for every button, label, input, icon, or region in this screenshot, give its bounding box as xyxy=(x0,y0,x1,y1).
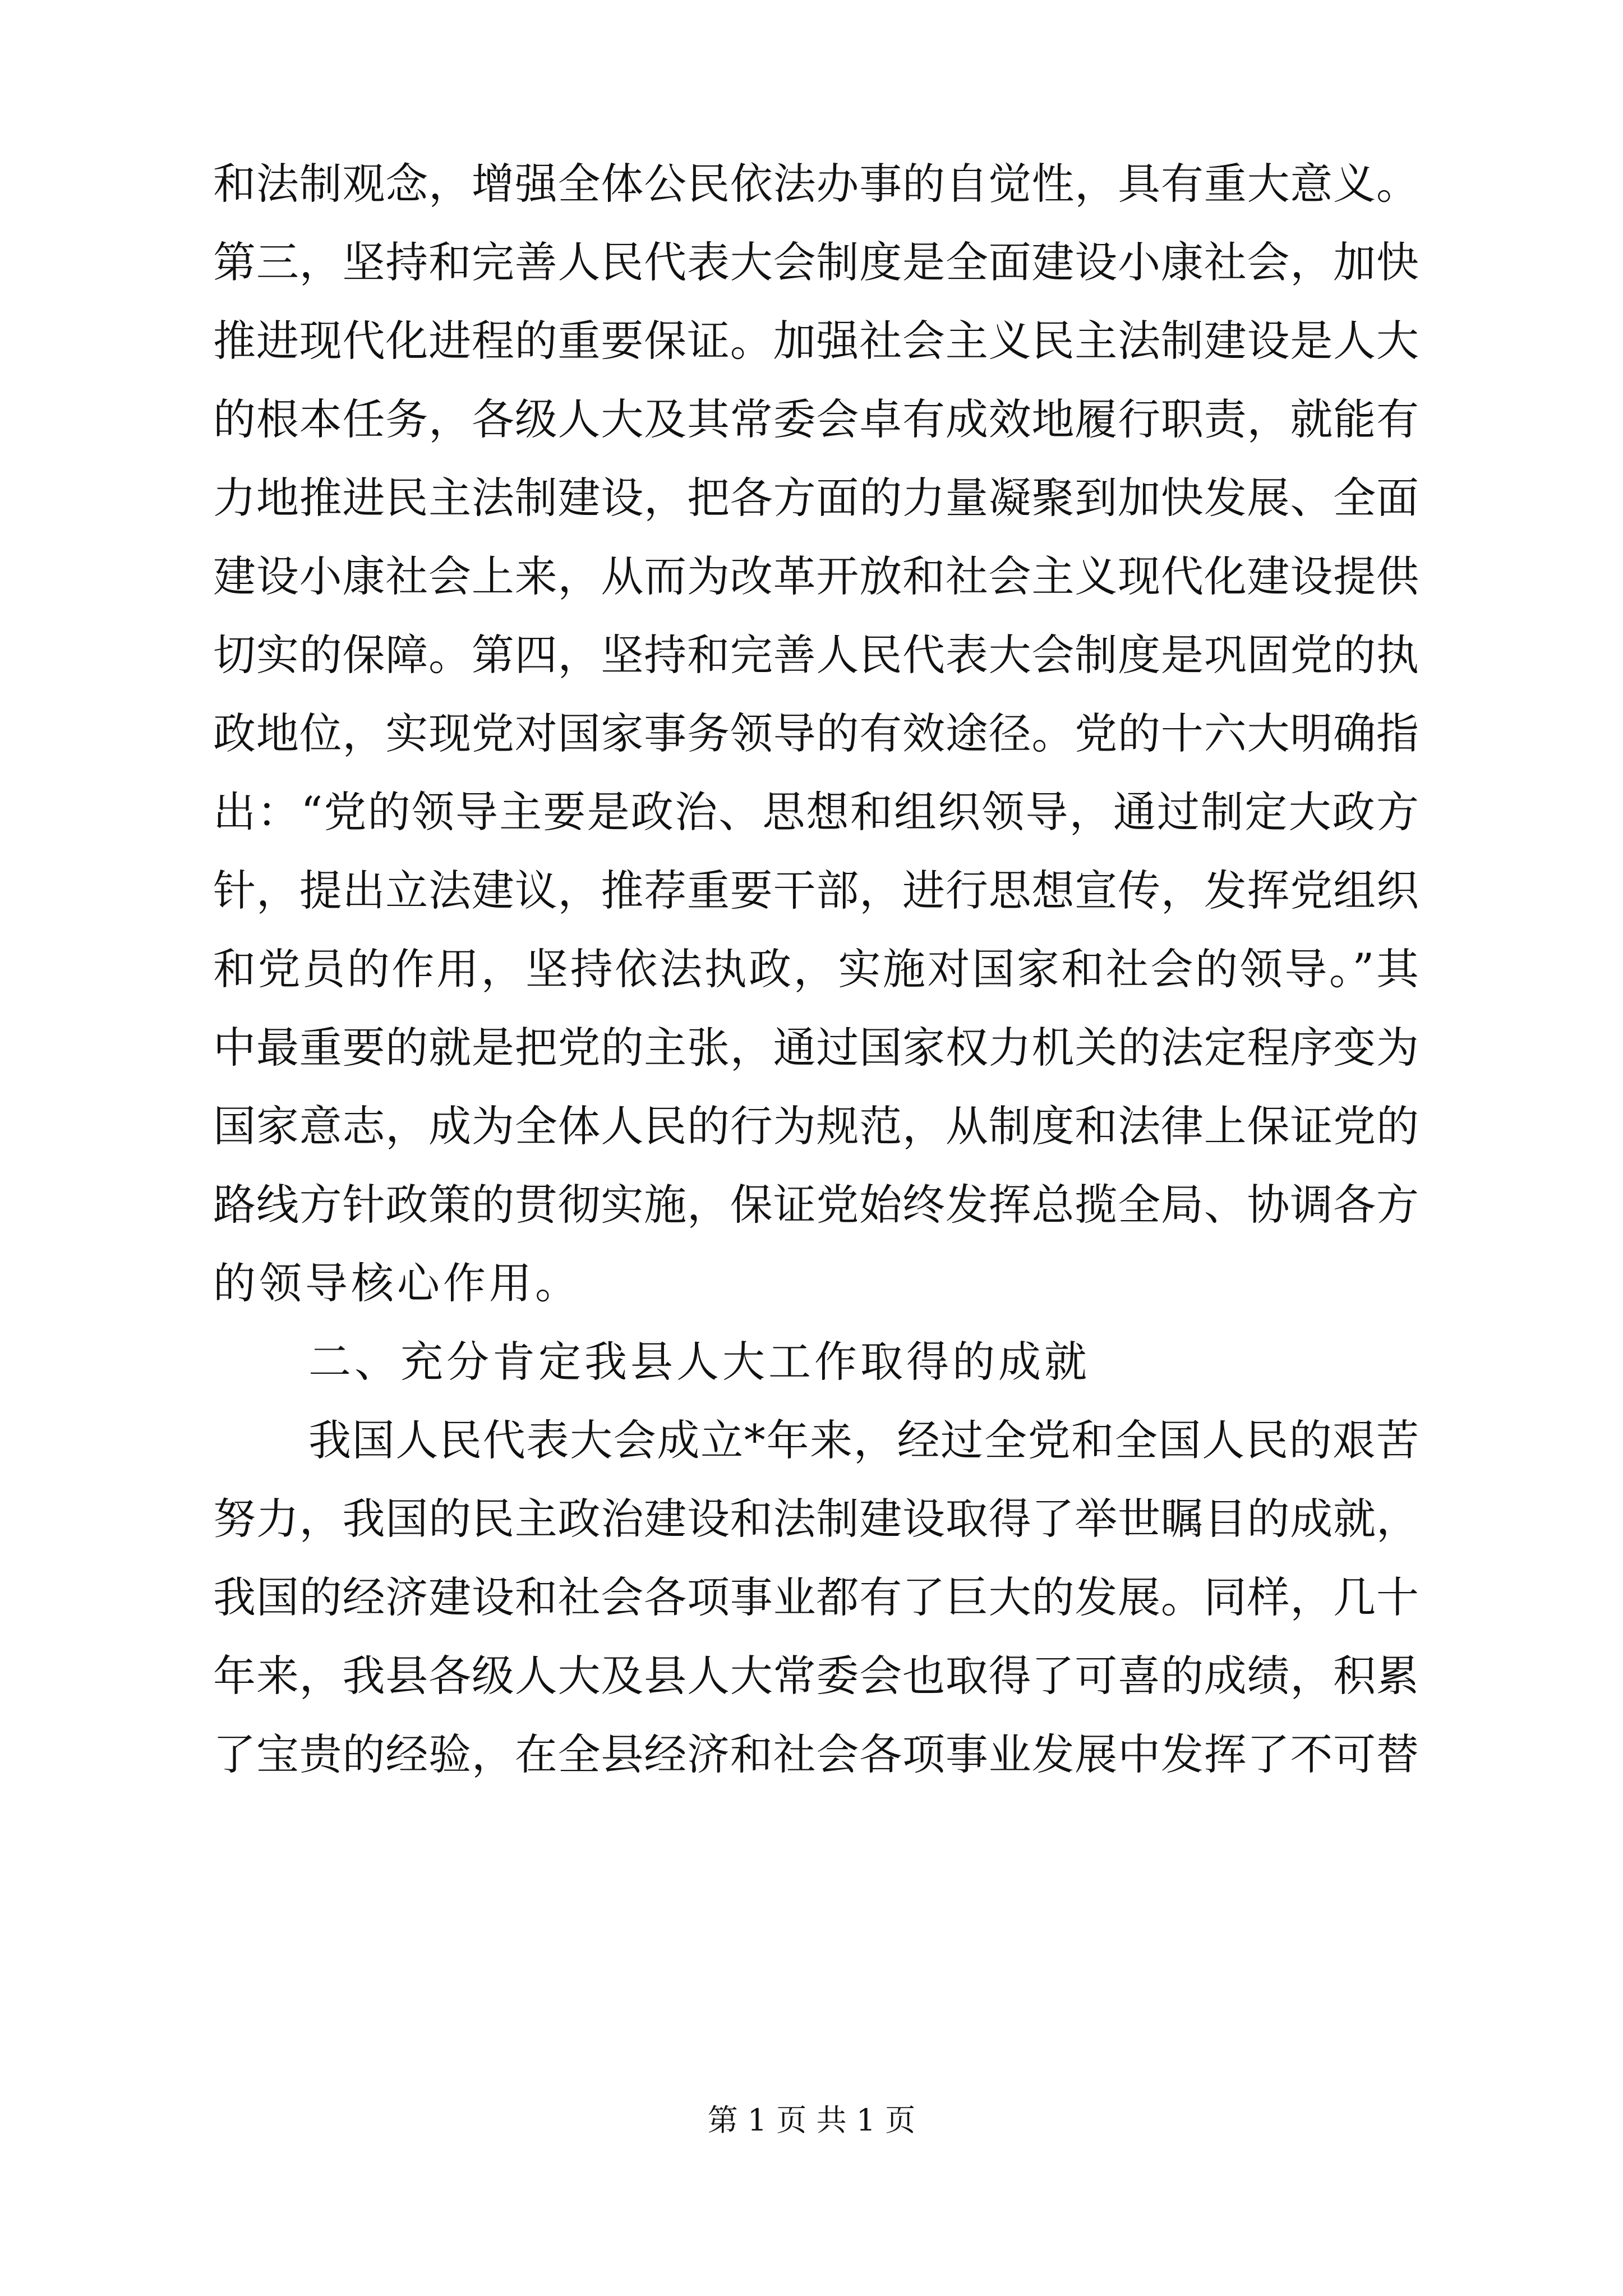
text-line: 努力，我国的民主政治建设和法制建设取得了举世瞩目的成就， xyxy=(213,1494,1419,1544)
text-line: 年来，我县各级人大及县人大常委会也取得了可喜的成绩，积累 xyxy=(213,1651,1419,1701)
text-line: 第三，坚持和完善人民代表大会制度是全面建设小康社会，加快 xyxy=(213,237,1419,287)
text-line: 切实的保障。第四，坚持和完善人民代表大会制度是巩固党的执 xyxy=(213,630,1419,680)
text-line: 路线方针政策的贯彻实施，保证党始终发挥总揽全局、协调各方 xyxy=(213,1180,1419,1230)
text-line: 了宝贵的经验，在全县经济和社会各项事业发展中发挥了不可替 xyxy=(213,1729,1419,1779)
text-line: 力地推进民主法制建设，把各方面的力量凝聚到加快发展、全面 xyxy=(213,473,1419,523)
text-line: 我国的经济建设和社会各项事业都有了巨大的发展。同样，几十 xyxy=(213,1572,1419,1622)
text-line: 和党员的作用，坚持依法执政，实施对国家和社会的领导。”其 xyxy=(213,944,1419,994)
text-line: 的根本任务，各级人大及其常委会卓有成效地履行职责，就能有 xyxy=(213,394,1419,444)
page-footer: 第 1 页 共 1 页 xyxy=(707,2102,916,2138)
text-line-paragraph-start: 我国人民代表大会成立*年来，经过全党和全国人民的艰苦 xyxy=(308,1415,1419,1465)
text-line: 中最重要的就是把党的主张，通过国家权力机关的法定程序变为 xyxy=(213,1023,1419,1073)
text-line: 推进现代化进程的重要保证。加强社会主义民主法制建设是人大 xyxy=(213,316,1419,366)
text-line: 和法制观念，增强全体公民依法办事的自觉性，具有重大意义。 xyxy=(213,159,1419,209)
text-line: 国家意志，成为全体人民的行为规范，从制度和法律上保证党的 xyxy=(213,1101,1419,1151)
text-line: 建设小康社会上来，从而为改革开放和社会主义现代化建设提供 xyxy=(213,551,1419,601)
text-line: 针，提出立法建议，推荐重要干部，进行思想宣传，发挥党组织 xyxy=(213,866,1419,915)
text-line: 政地位，实现党对国家事务领导的有效途径。党的十六大明确指 xyxy=(213,708,1419,758)
text-line: 出：“党的领导主要是政治、思想和组织领导，通过制定大政方 xyxy=(213,787,1419,837)
text-line-paragraph-end: 的领导核心作用。 xyxy=(213,1258,581,1308)
section-heading: 二、充分肯定我县人大工作取得的成就 xyxy=(308,1337,1090,1387)
